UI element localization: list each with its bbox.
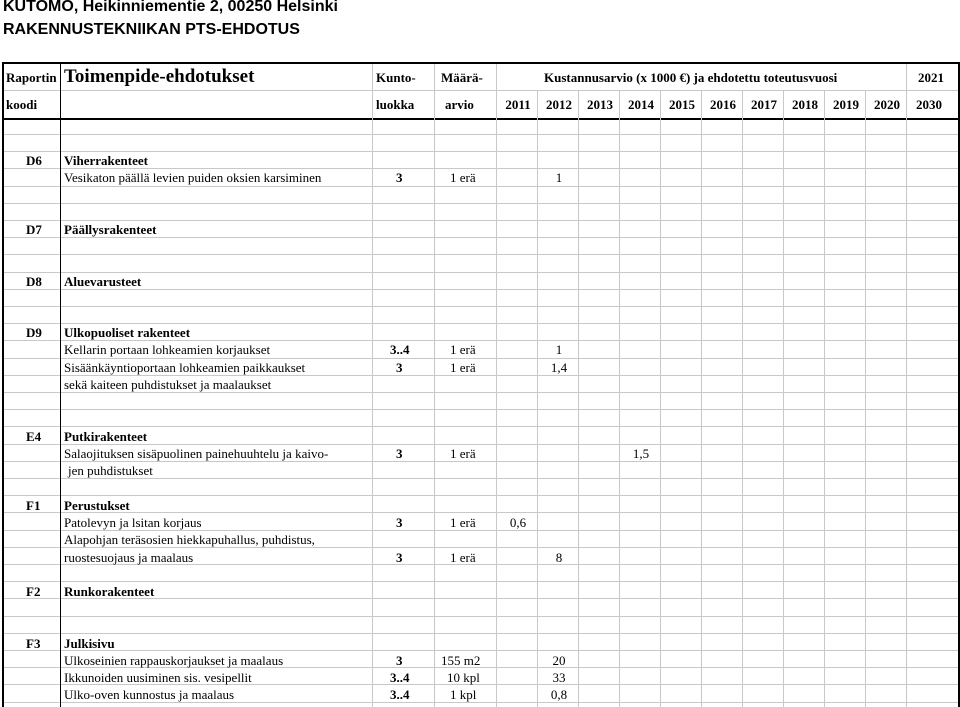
row-value-2012: 20	[552, 653, 566, 668]
grid-line	[4, 478, 958, 479]
grid-line	[4, 203, 958, 204]
section-title: Aluevarusteet	[64, 274, 142, 289]
section-title: Päällysrakenteet	[64, 222, 157, 237]
header-kunto: Kunto-	[376, 70, 416, 85]
row-kunto: 3..4	[390, 342, 410, 357]
header-arvio: arvio	[445, 97, 474, 112]
row-text: ruostesuojaus ja maalaus	[64, 550, 194, 565]
grid-line	[4, 118, 958, 120]
row-maara: 1 kpl	[450, 687, 477, 702]
row-kunto: 3	[396, 550, 403, 565]
grid-line	[4, 461, 958, 462]
grid-line	[619, 90, 620, 707]
section-title: Perustukset	[64, 498, 130, 513]
year-header-2019: 2019	[833, 97, 859, 112]
header-luokka: luokka	[376, 97, 415, 112]
grid-line	[4, 358, 958, 359]
grid-line	[4, 616, 958, 617]
section-title: Julkisivu	[64, 636, 115, 651]
row-text: Ikkunoiden uusiminen sis. vesipellit	[64, 670, 252, 685]
grid-line	[906, 64, 907, 90]
grid-line	[4, 375, 958, 376]
row-kunto: 3	[396, 360, 403, 375]
grid-line	[4, 237, 958, 238]
company-address: KUTOMO, Heikinniementie 2, 00250 Helsinki	[3, 0, 338, 15]
grid-line	[824, 90, 825, 707]
row-value-2012: 8	[555, 550, 563, 565]
grid-line	[4, 340, 958, 341]
row-value-2011: 0,6	[509, 515, 527, 530]
grid-line	[4, 530, 958, 531]
row-kunto: 3..4	[390, 687, 410, 702]
year-header-2020: 2020	[874, 97, 900, 112]
grid-line	[537, 90, 538, 707]
grid-line	[4, 306, 958, 307]
pts-table	[2, 62, 960, 707]
row-value-2012: 0,8	[550, 687, 568, 702]
row-maara: 1 erä	[450, 342, 476, 357]
year-header-2014: 2014	[628, 97, 654, 112]
grid-line	[434, 64, 435, 707]
row-text: Kellarin portaan lohkeamien korjaukset	[64, 342, 271, 357]
grid-line	[4, 409, 958, 410]
grid-line	[4, 650, 958, 651]
grid-line	[4, 444, 958, 445]
row-value-2012: 1	[555, 342, 563, 357]
row-text: Vesikaton päällä levien puiden oksien karsiminen	[64, 170, 322, 185]
row-text: Patolevyn ja lsitan korjaus	[64, 515, 202, 530]
grid-line	[4, 151, 958, 152]
grid-line	[60, 64, 61, 707]
header-year-2030: 2030	[916, 97, 942, 112]
grid-line	[4, 168, 958, 169]
section-title: Runkorakenteet	[64, 584, 155, 599]
row-text: Ulkoseinien rappauskorjaukset ja maalaus	[64, 653, 284, 668]
grid-line	[783, 90, 784, 707]
year-header-2017: 2017	[751, 97, 777, 112]
grid-line	[865, 90, 866, 707]
year-header-2012: 2012	[546, 97, 572, 112]
grid-line	[906, 90, 907, 707]
grid-line	[4, 90, 958, 91]
grid-line	[4, 512, 958, 513]
grid-line	[496, 90, 497, 707]
code-f1: F1	[26, 498, 41, 513]
grid-line	[372, 64, 373, 707]
grid-line	[660, 90, 661, 707]
grid-line	[4, 581, 958, 582]
code-d6: D6	[26, 153, 42, 168]
grid-line	[701, 90, 702, 707]
grid-line	[742, 90, 743, 707]
grid-line	[4, 272, 958, 273]
grid-line	[4, 392, 958, 393]
row-value-2012: 1	[555, 170, 563, 185]
grid-line	[4, 323, 958, 324]
row-kunto: 3	[396, 446, 403, 461]
year-header-2013: 2013	[587, 97, 613, 112]
row-maara: 10 kpl	[447, 670, 480, 685]
grid-line	[4, 186, 958, 187]
row-text-continued: sekä kaiteen puhdistukset ja maalaukset	[64, 377, 272, 392]
grid-line	[4, 289, 958, 290]
row-maara: 1 erä	[450, 446, 476, 461]
grid-line	[4, 134, 958, 135]
row-text: Salaojituksen sisäpuolinen painehuuhtelu ja kaivo-	[64, 446, 329, 461]
code-e4: E4	[26, 429, 42, 444]
year-header-2016: 2016	[710, 97, 736, 112]
year-header-2018: 2018	[792, 97, 818, 112]
row-maara: 1 erä	[450, 515, 476, 530]
section-title: Viherrakenteet	[64, 153, 148, 168]
code-d9: D9	[26, 325, 42, 340]
code-f3: F3	[26, 636, 41, 651]
row-value-2012: 1,4	[550, 360, 568, 375]
code-d8: D8	[26, 274, 42, 289]
row-kunto: 3	[396, 170, 403, 185]
grid-line	[4, 495, 958, 496]
grid-line	[4, 220, 958, 221]
header-year-2021: 2021	[918, 70, 944, 85]
header-cost: Kustannusarvio (x 1000 €) ja ehdotettu toteutusvuosi	[544, 70, 838, 85]
row-text: Sisäänkäyntioportaan lohkeamien paikkaukset	[64, 360, 306, 375]
row-text-continued: jen puhdistukset	[68, 463, 153, 478]
row-kunto: 3..4	[390, 670, 410, 685]
section-title: Ulkopuoliset rakenteet	[64, 325, 191, 340]
report-subtitle: RAKENNUSTEKNIIKAN PTS-EHDOTUS	[3, 21, 300, 38]
header-raportin: Raportin	[6, 70, 57, 85]
row-maara: 1 erä	[450, 550, 476, 565]
header-maara: Määrä-	[441, 70, 483, 85]
grid-line	[4, 426, 958, 427]
section-title: Putkirakenteet	[64, 429, 148, 444]
grid-line	[4, 633, 958, 634]
row-kunto: 3	[396, 653, 403, 668]
code-f2: F2	[26, 584, 41, 599]
row-kunto: 3	[396, 515, 403, 530]
grid-line	[4, 702, 958, 703]
grid-line	[4, 547, 958, 548]
year-header-2015: 2015	[669, 97, 695, 112]
code-d7: D7	[26, 222, 42, 237]
page-title: Toimenpide-ehdotukset	[64, 66, 255, 87]
grid-line	[496, 64, 497, 90]
header-koodi: koodi	[6, 97, 38, 112]
row-value-2012: 33	[552, 670, 566, 685]
year-header-2011: 2011	[505, 97, 531, 112]
row-text: Alapohjan teräsosien hiekkapuhallus, puhdistus,	[64, 532, 315, 547]
grid-line	[4, 254, 958, 255]
row-text: Ulko-oven kunnostus ja maalaus	[64, 687, 235, 702]
row-value-2014: 1,5	[632, 446, 650, 461]
row-maara: 1 erä	[450, 170, 476, 185]
row-maara: 1 erä	[450, 360, 476, 375]
row-maara: 155 m2	[441, 653, 481, 668]
